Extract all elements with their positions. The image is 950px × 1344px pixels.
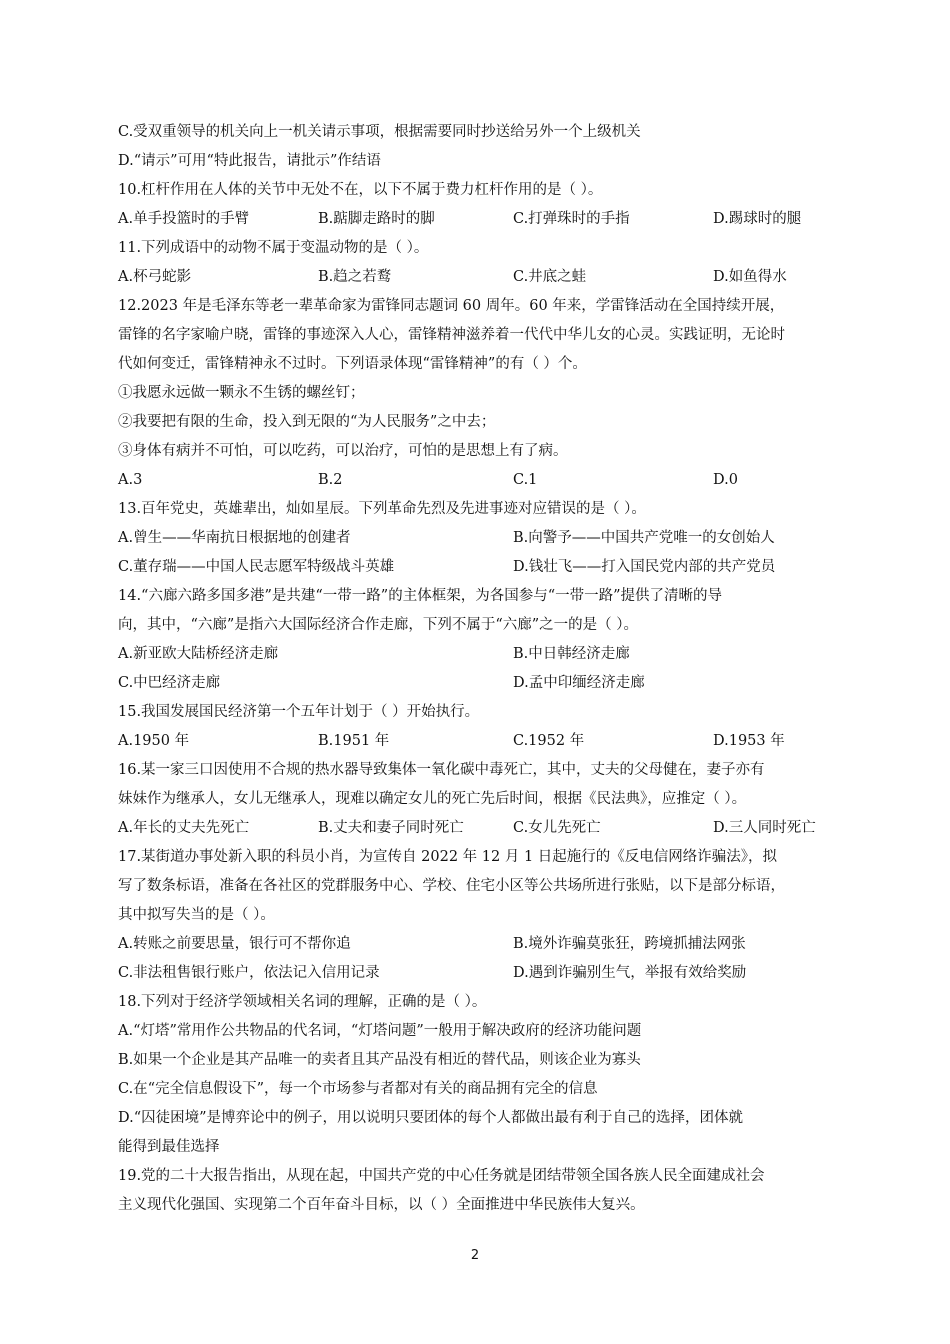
option-d: D.如鱼得水 (713, 269, 787, 285)
question-15: 15.我国发展国民经济第一个五年计划于（ ）开始执行。 (118, 704, 480, 720)
option-b: B.踮脚走路时的脚 (318, 211, 435, 227)
option-b: B.如果一个企业是其产品唯一的卖者且其产品没有相近的替代品，则该企业为寡头 (118, 1052, 641, 1068)
page-number: 2 (470, 1248, 480, 1263)
option-d-cont: 能得到最佳选择 (118, 1139, 220, 1155)
option-b: B.趋之若鹜 (318, 269, 392, 285)
statement-3: ③身体有病并不可怕，可以吃药，可以治疗，可怕的是思想上有了病。 (118, 443, 568, 459)
question-14: 14.“六廊六路多国多港”是共建“一带一路”的主体框架，为各国参与“一带一路”提供了清晰的导 (118, 588, 723, 604)
option-c: C.1 (513, 472, 538, 488)
question-12: 12.2023 年是毛泽东等老一辈革命家为雷锋同志题词 60 周年。60 年来，学雷锋活动在全国持续开展， (118, 298, 785, 314)
question-16-cont: 妹妹作为继承人，女儿无继承人，现难以确定女儿的死亡先后时间，根据《民法典》，应推定（ ）。 (118, 791, 747, 807)
option-a: A.单手投篮时的手臂 (118, 211, 250, 227)
option-d: D.遇到诈骗别生气，举报有效给奖励 (513, 965, 747, 981)
option-b: B.向警予——中国共产党唯一的女创始人 (513, 530, 775, 546)
option-a: A.“灯塔”常用作公共物品的代名词，“灯塔问题”一般用于解决政府的经济功能问题 (118, 1023, 642, 1039)
question-18: 18.下列对于经济学领域相关名词的理解，正确的是（ ）。 (118, 994, 487, 1010)
option-d: D.“囚徒困境”是博弈论中的例子，用以说明只要团体的每个人都做出最有利于自己的选择，团体就 (118, 1110, 744, 1126)
option-c: C.打弹珠时的手指 (513, 211, 630, 227)
option-a: A.年长的丈夫先死亡 (118, 820, 250, 836)
option-d: D.1953 年 (713, 733, 785, 749)
question-17-cont: 其中拟写失当的是（ ）。 (118, 907, 275, 923)
option-d: D.钱壮飞——打入国民党内部的共产党员 (513, 559, 776, 575)
question-11: 11.下列成语中的动物不属于变温动物的是（ ）。 (118, 240, 429, 256)
question-17: 17.某街道办事处新入职的科员小肖，为宣传自 2022 年 12 月 1 日起施行的《反电信网络诈骗法》，拟 (118, 849, 778, 865)
option-c: C.董存瑞——中国人民志愿军特级战斗英雄 (118, 559, 395, 575)
question-17-cont: 写了数条标语，准备在各社区的党群服务中心、学校、住宅小区等公共场所进行张贴，以下是部分标语， (118, 878, 785, 894)
question-12-cont: 雷锋的名字家喻户晓，雷锋的事迹深入人心，雷锋精神滋养着一代代中华儿女的心灵。实践证明，无论时 (118, 327, 785, 343)
option-b: B.丈夫和妻子同时死亡 (318, 820, 464, 836)
option-a: A.新亚欧大陆桥经济走廊 (118, 646, 279, 662)
question-19-cont: 主义现代化强国、实现第二个百年奋斗目标，以（ ）全面推进中华民族伟大复兴。 (118, 1197, 645, 1213)
option-line: C.受双重领导的机关向上一机关请示事项，根据需要同时抄送给另外一个上级机关 (118, 124, 641, 140)
option-b: B.2 (318, 472, 343, 488)
option-a: A.曾生——华南抗日根据地的创建者 (118, 530, 351, 546)
question-14-cont: 向，其中，“六廊”是指六大国际经济合作走廊，下列不属于“六廊”之一的是（ ）。 (118, 617, 639, 633)
option-a: A.3 (118, 472, 143, 488)
question-10: 10.杠杆作用在人体的关节中无处不在，以下不属于费力杠杆作用的是（ ）。 (118, 182, 603, 198)
option-d: D.孟中印缅经济走廊 (513, 675, 645, 691)
option-d: D.三人同时死亡 (713, 820, 816, 836)
option-c: C.1952 年 (513, 733, 585, 749)
option-d: D.0 (713, 472, 738, 488)
option-c: C.非法租售银行账户，依法记入信用记录 (118, 965, 380, 981)
option-b: B.1951 年 (318, 733, 390, 749)
option-c: C.中巴经济走廊 (118, 675, 221, 691)
question-16: 16.某一家三口因使用不合规的热水器导致集体一氧化碳中毒死亡，其中，丈夫的父母健在，妻子亦有 (118, 762, 765, 778)
option-c: C.在“完全信息假设下”，每一个市场参与者都对有关的商品拥有完全的信息 (118, 1081, 598, 1097)
option-a: A.转账之前要思量，银行可不帮你追 (118, 936, 351, 952)
question-13: 13.百年党史，英雄辈出，灿如星辰。下列革命先烈及先进事迹对应错误的是（ ）。 (118, 501, 646, 517)
option-c: C.女儿先死亡 (513, 820, 601, 836)
question-19: 19.党的二十大报告指出，从现在起，中国共产党的中心任务就是团结带领全国各族人民全面建成社会 (118, 1168, 765, 1184)
statement-1: ①我愿永远做一颗永不生锈的螺丝钉； (118, 385, 365, 401)
option-b: B.中日韩经济走廊 (513, 646, 630, 662)
statement-2: ②我要把有限的生命，投入到无限的“为人民服务”之中去； (118, 414, 496, 430)
question-12-cont: 代如何变迁，雷锋精神永不过时。下列语录体现“雷锋精神”的有（ ）个。 (118, 356, 587, 372)
option-c: C.井底之蛙 (513, 269, 587, 285)
option-a: A.杯弓蛇影 (118, 269, 192, 285)
option-a: A.1950 年 (118, 733, 190, 749)
option-b: B.境外诈骗莫张狂，跨境抓捕法网张 (513, 936, 746, 952)
option-d: D.踢球时的腿 (713, 211, 802, 227)
option-line: D.“请示”可用“特此报告，请批示”作结语 (118, 153, 381, 169)
